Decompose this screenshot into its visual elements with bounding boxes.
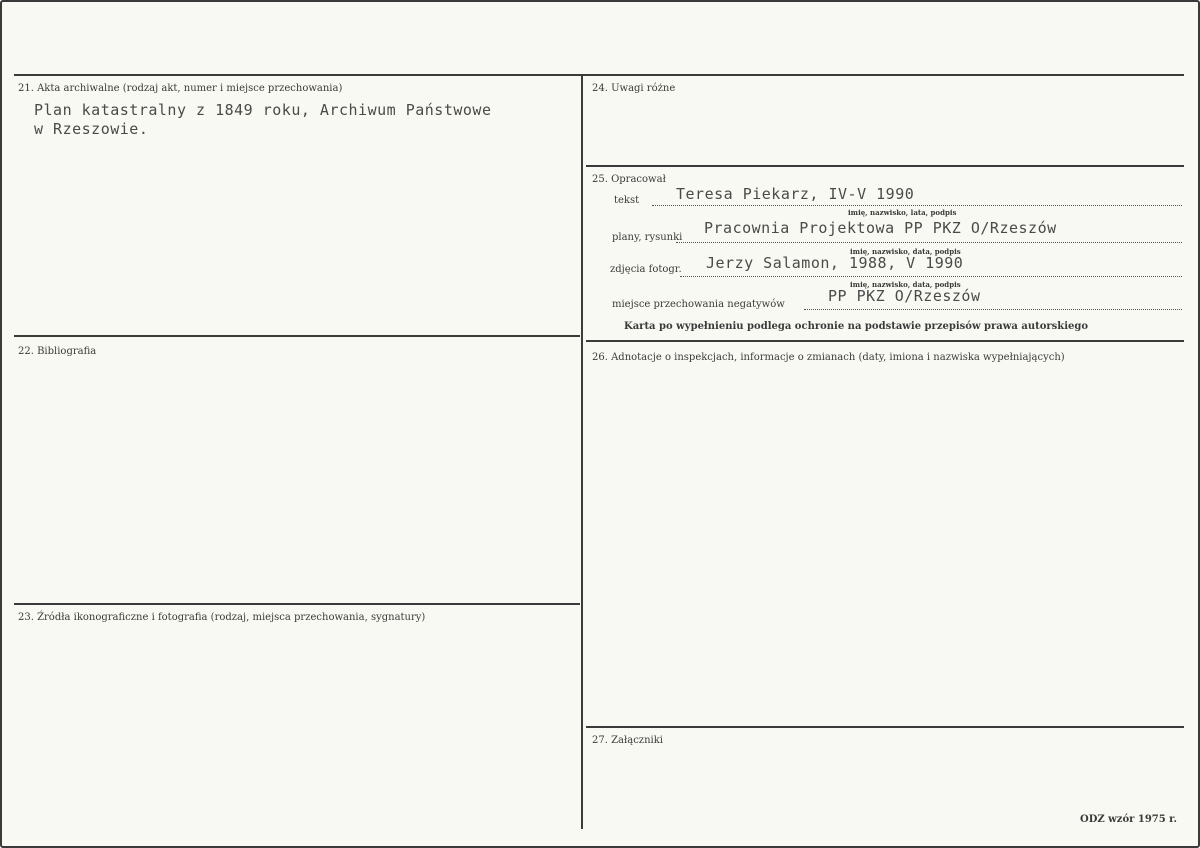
plany-line: [676, 242, 1182, 243]
field-25-label: 25. Opracował: [592, 174, 666, 185]
right-divider-3: [586, 726, 1184, 728]
field-21-label: 21. Akta archiwalne (rodzaj akt, numer i miejsce przechowania): [18, 83, 343, 94]
field-27-label: 27. Załączniki: [592, 735, 663, 746]
center-divider: [581, 74, 583, 829]
right-divider-2: [586, 340, 1184, 342]
field-22-label: 22. Bibliografia: [18, 346, 97, 357]
negatywy-line: [804, 309, 1182, 310]
field-21-line-1: Plan katastralny z 1849 roku, Archiwum Państwowe: [34, 101, 492, 119]
tekst-line: [652, 205, 1182, 206]
field-24-label: 24. Uwagi różne: [592, 83, 676, 94]
negatywy-value: PP PKZ O/Rzeszów: [828, 287, 981, 305]
field-26-label: 26. Adnotacje o inspekcjach, informacje o zmianach (daty, imiona i nazwiska wypełniających): [592, 352, 1065, 363]
top-divider: [14, 74, 1184, 76]
plany-caption: imię, nazwisko, data, podpis: [850, 247, 961, 256]
field-23-label: 23. Źródła ikonograficzne i fotografia (rodzaj, miejsca przechowania, sygnatury): [18, 612, 426, 623]
negatywy-label: miejsce przechowania negatywów: [612, 299, 785, 310]
tekst-label: tekst: [614, 195, 640, 206]
zdjecia-label: zdjęcia fotogr.: [610, 264, 682, 275]
zdjecia-caption: imię, nazwisko, data, podpis: [850, 280, 961, 289]
left-divider-2: [14, 603, 580, 605]
zdjecia-value: Jerzy Salamon, 1988, V 1990: [706, 254, 964, 272]
plany-value: Pracownia Projektowa PP PKZ O/Rzeszów: [704, 219, 1057, 237]
right-divider-1: [586, 165, 1184, 167]
tekst-caption: imię, nazwisko, lata, podpis: [848, 208, 957, 217]
zdjecia-line: [680, 276, 1182, 277]
field-21-line-2: w Rzeszowie.: [34, 120, 149, 138]
copyright-note: Karta po wypełnieniu podlega ochronie na podstawie przepisów prawa autorskiego: [624, 321, 1089, 332]
form-template-footer: ODZ wzór 1975 r.: [1080, 814, 1178, 825]
left-divider-1: [14, 335, 580, 337]
tekst-value: Teresa Piekarz, IV-V 1990: [676, 185, 915, 203]
plany-label: plany, rysunki: [612, 232, 683, 243]
